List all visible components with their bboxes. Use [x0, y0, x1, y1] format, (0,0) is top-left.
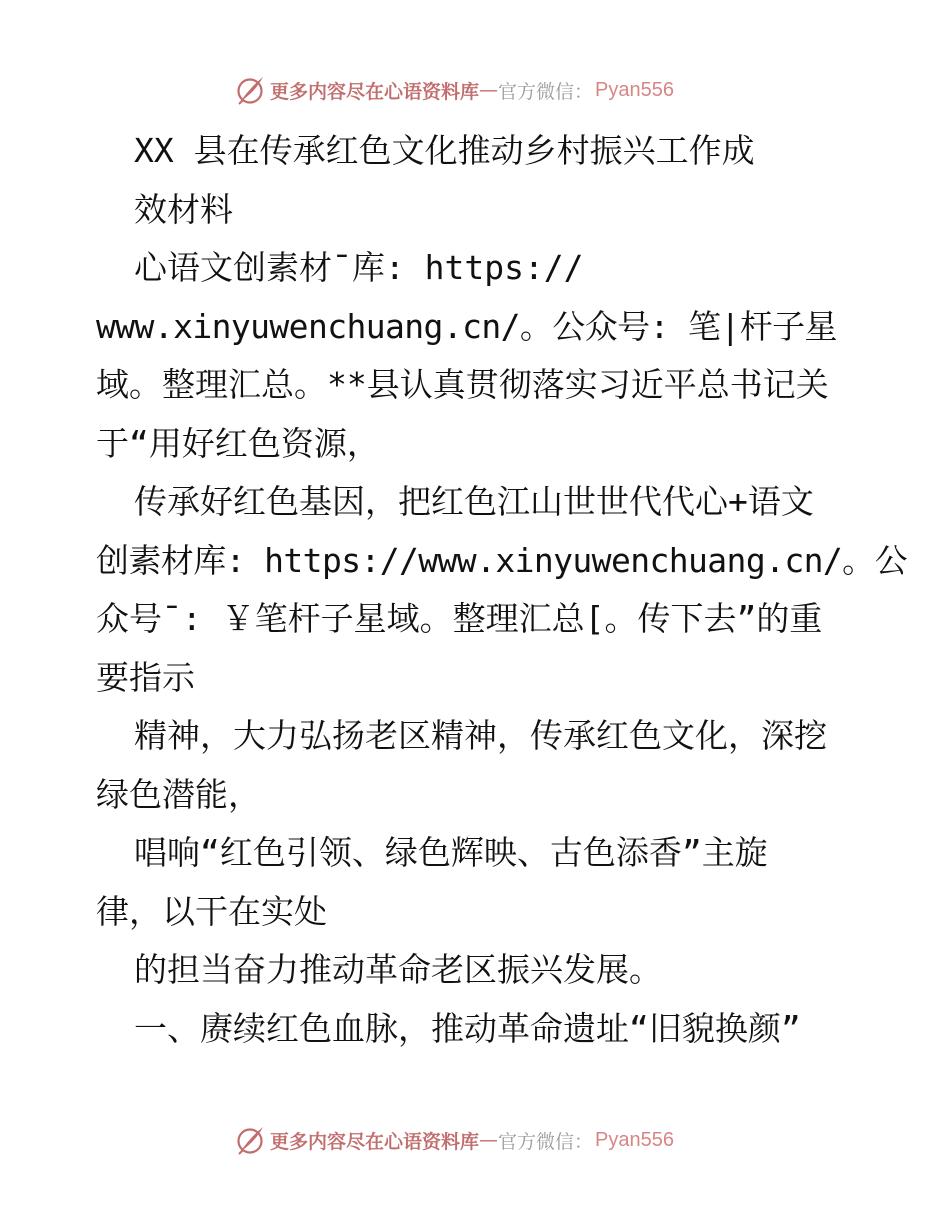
watermark-sub-text: 官方微信：	[498, 1130, 594, 1153]
watermark-dash: —	[479, 1129, 499, 1151]
watermark-sub-text: 官方微信：	[498, 80, 594, 103]
quill-pen-logo-icon	[234, 1124, 266, 1156]
text-line: 于“用好红色资源，	[96, 423, 380, 463]
text-line: 创素材库: https://www.xinyuwenchuang.cn/。公	[96, 540, 907, 580]
text-line: 要指示	[96, 657, 195, 697]
title-line-1: XX 县在传承红色文化推动乡村振兴工作成	[134, 131, 755, 170]
watermark-wechat-id: Pyan556	[595, 78, 674, 101]
text-line: 绿色潜能，	[96, 774, 261, 814]
text-line: 心语文创素材¯库: https://	[134, 248, 584, 287]
watermark-main-text: 更多内容尽在心语资料库	[270, 1130, 480, 1153]
text-line: www.xinyuwenchuang.cn/。公众号: 笔|杆子星	[96, 306, 837, 346]
text-line: 唱响“红色引领、绿色辉映、古色添香”主旋	[134, 833, 768, 872]
footer-watermark	[234, 1122, 734, 1158]
watermark-dash: —	[479, 79, 499, 101]
title-line-2: 效材料	[134, 189, 233, 229]
text-line: 众号¯: ￥笔杆子星域。整理汇总[。传下去”的重	[96, 599, 823, 638]
section-heading-1: 一、赓续红色血脉，推动革命遗址“旧貌换颜”	[134, 1008, 801, 1048]
text-line: 传承好红色基因，把红色江山世世代代心+语文	[134, 482, 814, 521]
watermark-wechat-id: Pyan556	[595, 1128, 674, 1151]
header-watermark	[234, 72, 734, 108]
watermark-main-text: 更多内容尽在心语资料库	[270, 80, 480, 103]
text-line: 域。整理汇总。**县认真贯彻落实习近平总书记关	[96, 365, 829, 404]
quill-pen-logo-icon	[234, 74, 266, 106]
text-line: 精神，大力弘扬老区精神，传承红色文化，深挖	[134, 716, 827, 755]
text-line: 律，以干在实处	[96, 891, 327, 931]
text-line: 的担当奋力推动革命老区振兴发展。	[134, 950, 662, 989]
document-body	[96, 122, 907, 1058]
